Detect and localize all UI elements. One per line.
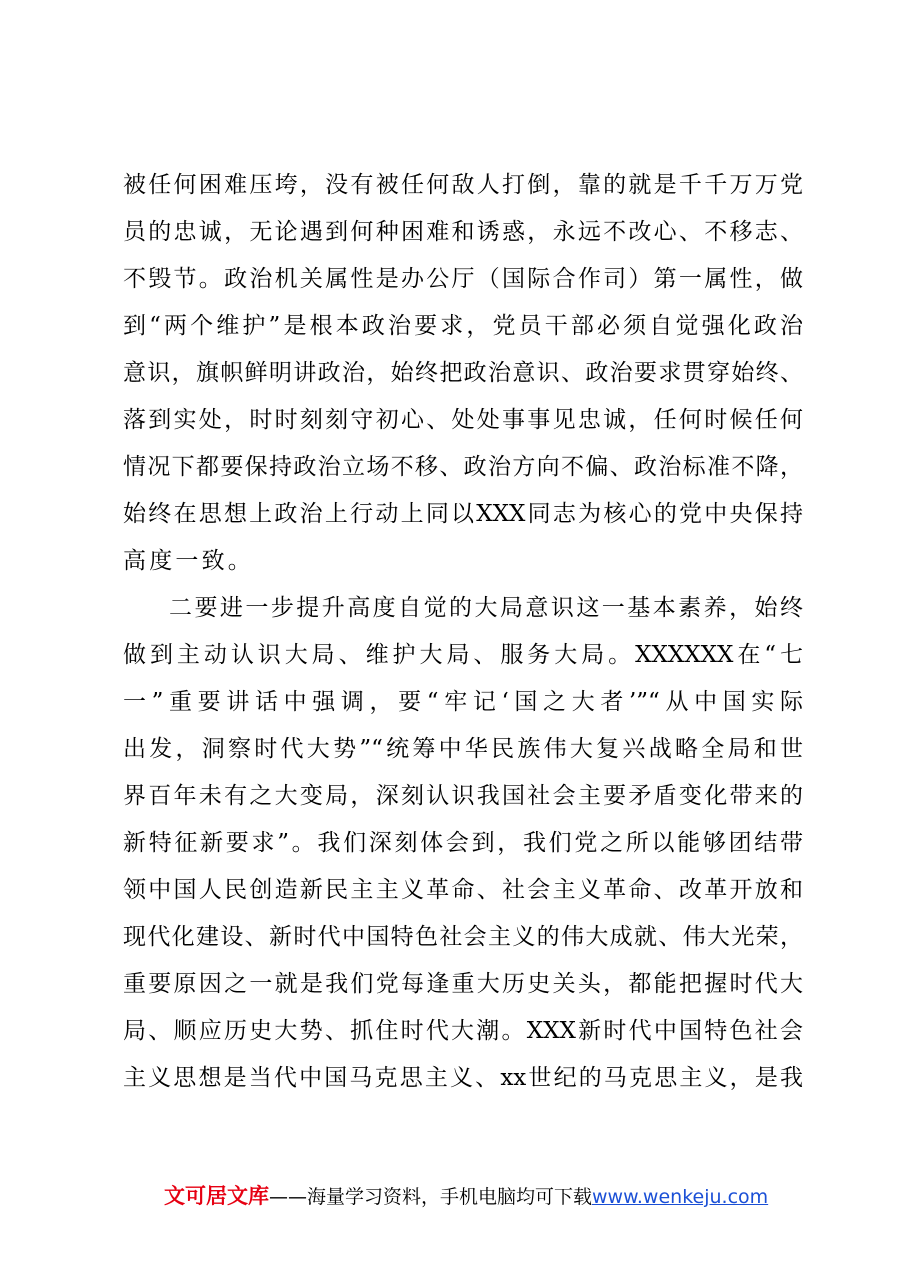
text-line: 局、顺应历史大势、抓住时代大潮。XXX新时代中国特色社会: [123, 1018, 803, 1044]
text-line: 领中国人民创造新民主主义革命、社会主义革命、改革开放和: [123, 877, 803, 903]
text-line: 现代化建设、新时代中国特色社会主义的伟大成就、伟大光荣，: [123, 924, 803, 950]
footer-brand: 文可居文库: [164, 1184, 269, 1208]
text-line: 新特征新要求”。我们深刻体会到，我们党之所以能够团结带: [123, 830, 803, 856]
text-line: 一”重要讲话中强调，要“牢记‘国之大者’”“从中国实际: [123, 689, 803, 715]
footer-tagline: ——海量学习资料，手机电脑均可下载: [269, 1186, 593, 1208]
text-line: 落到实处，时时刻刻守初心、处处事事见忠诚，任何时候任何: [123, 407, 803, 433]
paragraph-start-line: 二要进一步提升高度自觉的大局意识这一基本素养，始终: [169, 595, 803, 621]
text-line: 做到主动认识大局、维护大局、服务大局。XXXXXX在“七: [123, 642, 803, 668]
text-line: 界百年未有之大变局，深刻认识我国社会主要矛盾变化带来的: [123, 783, 803, 809]
text-line: 员的忠诚，无论遇到何种困难和诱惑，永远不改心、不移志、: [123, 219, 803, 245]
text-line: 不毁节。政治机关属性是办公厅（国际合作司）第一属性，做: [123, 266, 803, 292]
text-line: 主义思想是当代中国马克思主义、xx世纪的马克思主义，是我: [123, 1065, 803, 1091]
text-line: 始终在思想上政治上行动上同以XXX同志为核心的党中央保持: [123, 501, 803, 527]
text-line: 情况下都要保持政治立场不移、政治方向不偏、政治标准不降，: [123, 454, 803, 480]
text-line: 高度一致。: [123, 548, 254, 574]
footer-url-link[interactable]: www.wenkeju.com: [592, 1186, 769, 1208]
text-line: 重要原因之一就是我们党每逢重大历史关头，都能把握时代大: [123, 971, 803, 997]
text-line: 到“两个维护”是根本政治要求，党员干部必须自觉强化政治: [123, 313, 803, 339]
text-line: 意识，旗帜鲜明讲政治，始终把政治意识、政治要求贯穿始终、: [123, 360, 803, 386]
footer: [164, 1180, 768, 1210]
text-line: 被任何困难压垮，没有被任何敌人打倒，靠的就是千千万万党: [123, 172, 803, 198]
body-text: [123, 162, 803, 1102]
text-line: 出发，洞察时代大势”“统筹中华民族伟大复兴战略全局和世: [123, 736, 803, 762]
